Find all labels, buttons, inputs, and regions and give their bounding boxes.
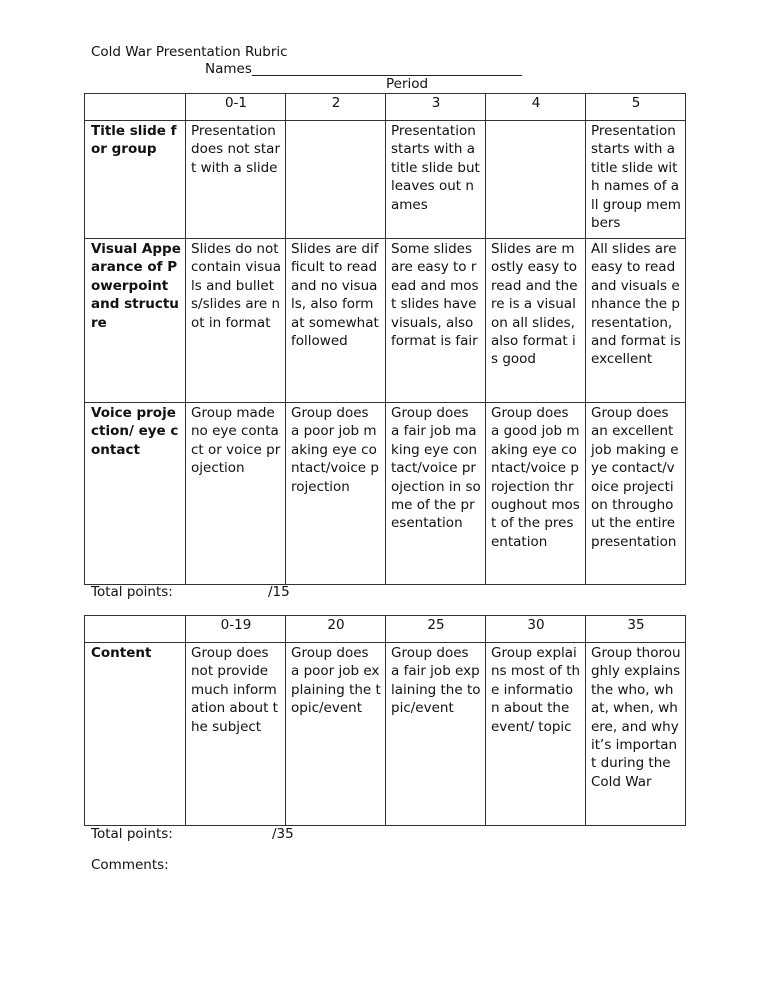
header-row [85, 94, 686, 121]
header-cell: 25 [386, 616, 486, 643]
table-row [85, 643, 686, 826]
rubric-cell: Group does a fair job making eye contact/voice projection in some of the presentation [386, 403, 486, 585]
rubric-table-content [84, 615, 686, 826]
names-line[interactable]: Names________________________________________ [205, 61, 522, 77]
total-points-value: /35 [272, 826, 294, 842]
header-cell: 0-19 [186, 616, 286, 643]
header-cell: 2 [286, 94, 386, 121]
header-cell: 3 [386, 94, 486, 121]
header-row [85, 616, 686, 643]
rubric-cell: Presentation does not start with a slide [186, 121, 286, 239]
criterion-label: Title slide for group [85, 121, 186, 239]
header-cell: 30 [486, 616, 586, 643]
total-points-label: Total points: [91, 584, 173, 600]
rubric-cell: All slides are easy to read and visuals enhance the presentation, and format is excellent [586, 239, 686, 403]
header-cell: 5 [586, 94, 686, 121]
rubric-cell: Slides are difficult to read and no visuals, also format somewhat followed [286, 239, 386, 403]
rubric-cell: Some slides are easy to read and most slides have visuals, also format is fair [386, 239, 486, 403]
table-row [85, 121, 686, 239]
table-row [85, 239, 686, 403]
rubric-cell [486, 121, 586, 239]
header-cell-empty [85, 94, 186, 121]
table-row [85, 403, 686, 585]
criterion-label: Visual Appearance of Powerpoint and structure [85, 239, 186, 403]
rubric-cell: Slides do not contain visuals and bullets/slides are not in format [186, 239, 286, 403]
rubric-cell: Group does a poor job making eye contact/voice projection [286, 403, 386, 585]
rubric-cell: Group does a poor job explaining the topic/event [286, 643, 386, 826]
rubric-cell: Group does an excellent job making eye contact/voice projection throughout the entire presentation [586, 403, 686, 585]
rubric-cell [286, 121, 386, 239]
criterion-label: Content [85, 643, 186, 826]
rubric-cell: Slides are mostly easy to read and there is a visual on all slides, also format is good [486, 239, 586, 403]
total-points-label: Total points: [91, 826, 173, 842]
rubric-cell: Group thoroughly explains the who, what, when, where, and why it’s important during the Cold War [586, 643, 686, 826]
header-cell: 35 [586, 616, 686, 643]
rubric-cell: Presentation starts with a title slide with names of all group members [586, 121, 686, 239]
rubric-table-presentation [84, 93, 686, 585]
rubric-cell: Group does a good job making eye contact/voice projection throughout most of the presentation [486, 403, 586, 585]
header-cell: 0-1 [186, 94, 286, 121]
rubric-cell: Group does not provide much information about the subject [186, 643, 286, 826]
period-label: Period [386, 76, 429, 92]
rubric-cell: Group explains most of the information about the event/ topic [486, 643, 586, 826]
header-cell: 20 [286, 616, 386, 643]
rubric-cell: Presentation starts with a title slide but leaves out names [386, 121, 486, 239]
header-cell-empty [85, 616, 186, 643]
header-cell: 4 [486, 94, 586, 121]
rubric-cell: Group made no eye contact or voice projection [186, 403, 286, 585]
comments-label: Comments: [91, 857, 169, 873]
criterion-label: Voice projection/ eye contact [85, 403, 186, 585]
rubric-cell: Group does a fair job explaining the topic/event [386, 643, 486, 826]
total-points-value: /15 [268, 584, 290, 600]
document-title: Cold War Presentation Rubric [91, 44, 288, 60]
